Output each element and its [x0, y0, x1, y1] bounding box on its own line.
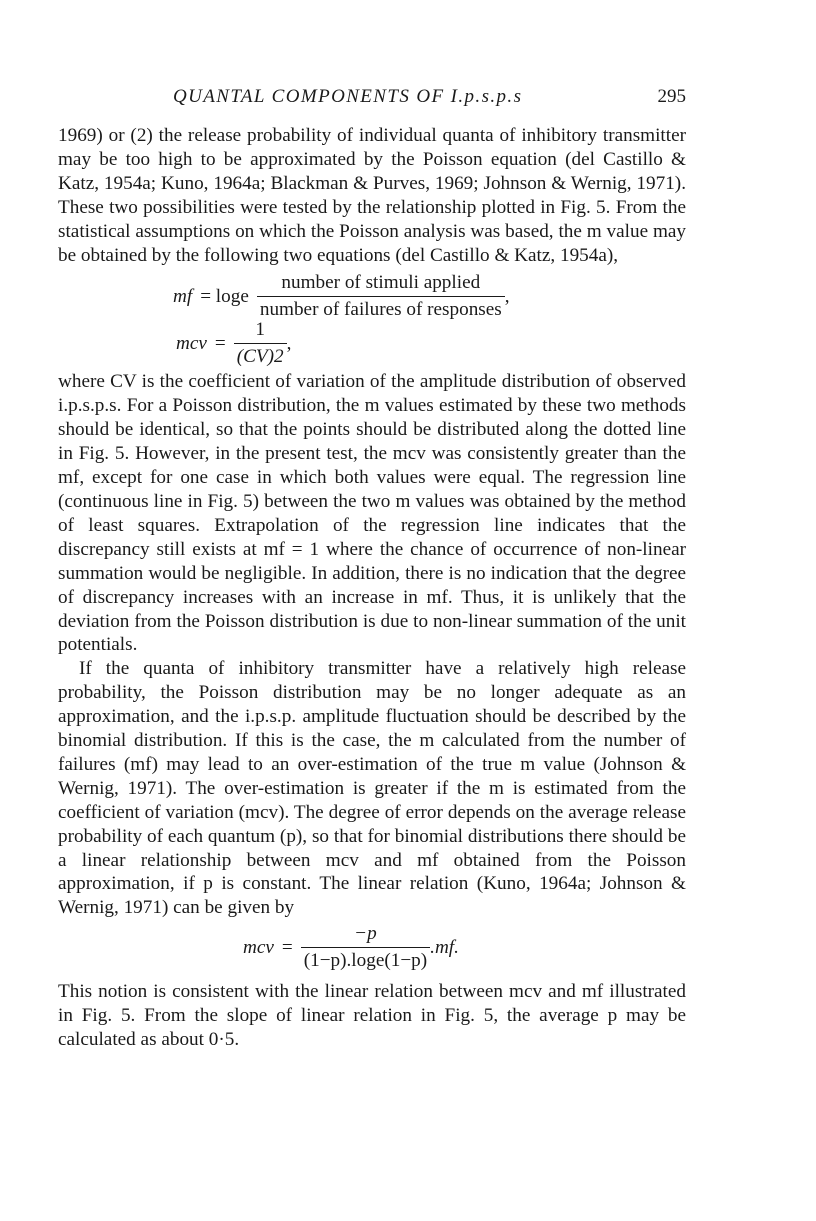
eq1-fraction: [257, 271, 505, 322]
page-number: 295: [657, 86, 686, 107]
paragraph-1-part-2: where CV is the coefficient of variation of the amplitude distribution of observed i.p.s.p.s. For a Poisson distribution, the m values estimated by these two methods should be identical, so that the points should be distributed along the dotted line in Fig. 5. However, in the present test, the mcv was consistently greater than the mf, except for one case in which both values were equal. The regression line (continuous line in Fig. 5) between the two m values was obtained by the method of least squares. Extrapolation of the regression line indicates that the discrepancy still exists at mf = 1 where the chance of occurrence of non-linear summation would be negligible. In addition, there is no indication that the degree of discrepancy increases with an increase in mf. Thus, it is unlikely that the deviation from the Poisson distribution is due to non-linear summation of the unit potentials.: [58, 371, 686, 656]
eq1-numerator: number of stimuli applied: [281, 272, 481, 294]
eq2-numerator: 1: [255, 319, 265, 341]
article-body: [58, 124, 686, 1052]
eq3-fraction: [301, 922, 430, 973]
paragraph-3: This notion is consistent with the linear relation between mcv and mf illustrated in Fig. 5. From the slope of linear relation in Fig. 5, the average p may be calculated as about 0·5.: [58, 981, 686, 1051]
eq2-trail: ,: [286, 332, 292, 354]
eq2-denominator: (CV)2: [234, 343, 287, 369]
eq2-lhs: mcv: [176, 332, 207, 354]
equation-m-cv: [58, 318, 686, 370]
eq3-operator: =: [281, 936, 293, 958]
paragraph-2: If the quanta of inhibitory transmitter have a relatively high release probability, the Poisson distribution may be no longer adequate as an approximation, and the i.p.s.p. amplitude fluctuation should be described by the binomial distribution. If this is the case, the m calculated from the number of failures (mf) may lead to an over-estimation of the true m value (Johnson & Wernig, 1971). The over-estimation is greater if the m is estimated from the coefficient of variation (mcv). The degree of error depends on the average release probability of each quantum (p), so that for binomial distributions there should be a linear relationship between mcv and mf obtained from the Poisson approximation, if p is constant. The linear relation (Kuno, 1964a; Johnson & Wernig, 1971) can be given by: [58, 658, 686, 919]
eq3-denominator: (1−p).loge(1−p): [301, 947, 430, 973]
eq2-fraction: [234, 318, 287, 369]
eq3-lhs: mcv: [243, 936, 274, 958]
eq3-numerator: −p: [354, 923, 377, 945]
equation-m-failures: [58, 271, 686, 321]
eq2-operator: =: [214, 332, 226, 354]
equation-binomial-relation: [58, 922, 686, 980]
paragraph-1-part-1: 1969) or (2) the release probability of individual quanta of inhibitory transmitter may be too high to be approximated by the Poisson equation (del Castillo & Katz, 1954a; Kuno, 1964a; Blackman & Purves, 1969; Johnson & Wernig, 1971). These two possibilities were tested by the relationship plotted in Fig. 5. From the statistical assumptions on which the Poisson analysis was based, the m value may be obtained by the following two equations (del Castillo & Katz, 1954a),: [58, 125, 686, 266]
running-title: QUANTAL COMPONENTS OF I.p.s.p.s: [173, 86, 523, 107]
eq1-lhs: mf: [173, 285, 193, 307]
eq3-trail: .mf.: [430, 936, 459, 958]
eq1-denominator: number of failures of responses: [257, 296, 505, 322]
page-header: [58, 86, 686, 116]
eq1-trail: ,: [504, 285, 510, 307]
eq1-operator: = loge: [200, 285, 249, 307]
